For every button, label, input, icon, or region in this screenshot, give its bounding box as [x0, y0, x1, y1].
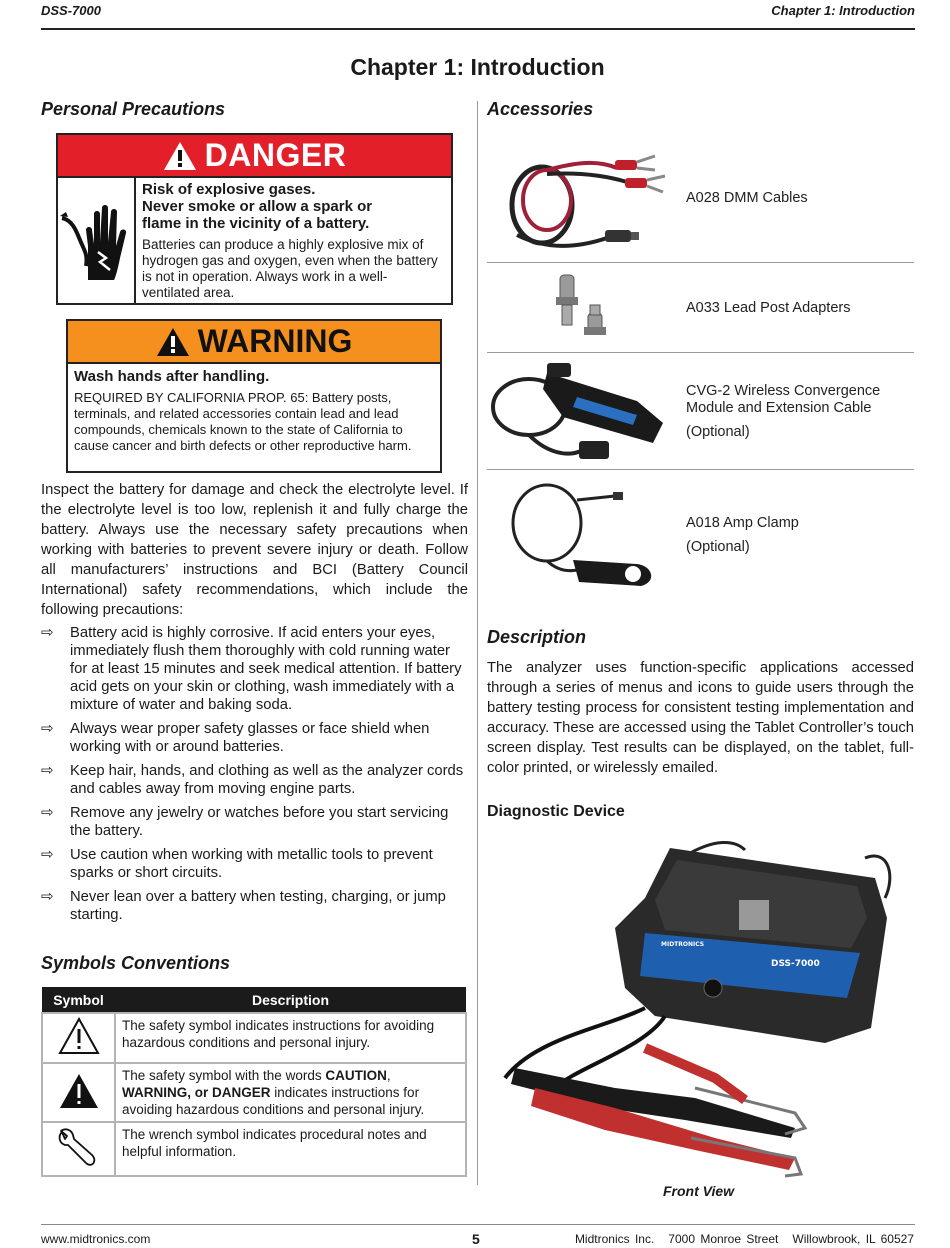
running-header-product: DSS-7000: [41, 3, 101, 18]
symbol-description: The safety symbol with the words CAUTION, WARNING, or DANGER indicates instructions for avoiding hazardous conditions and personal injury.: [115, 1063, 466, 1122]
accessory-note: (Optional): [686, 424, 750, 440]
footer-street: 7000 Monroe Street: [668, 1232, 779, 1246]
accessory-name: A028 DMM Cables: [686, 190, 808, 206]
description-paragraph: The analyzer uses function-specific applications accessed through a series of menus and icons to guide users through the battery testing process for consistent testing implementation and accuracy. These are accessed using the Tablet Controller’s touch screen display. Test results can be displayed, on the tablet, full-color printed, or wirelessly emailed.: [487, 660, 914, 776]
dss7000-device-image: [495, 838, 905, 1178]
list-item: ⇨ Remove any jewelry or watches before you start servicing the battery.: [41, 804, 449, 839]
danger-bold-line: Risk of explosive gases.: [142, 181, 316, 198]
footer-city: Willowbrook, IL 60527: [792, 1232, 914, 1246]
description-heading: Description: [487, 627, 587, 647]
footer-website: www.midtronics.com: [41, 1232, 151, 1246]
diagnostic-device-heading: Diagnostic Device: [487, 803, 625, 820]
list-item: ⇨ Never lean over a battery when testing, charging, or jump starting.: [41, 888, 446, 923]
symbol-description: The wrench symbol indicates procedural notes and helpful information.: [115, 1122, 466, 1176]
arrow-right-icon: ⇨: [41, 804, 54, 821]
wrench-icon: [56, 1126, 102, 1168]
arrow-right-icon: ⇨: [41, 762, 54, 779]
danger-bold-line: flame in the vicinity of a battery.: [142, 215, 370, 232]
explosion-hand-icon: [58, 178, 136, 303]
danger-header: [58, 135, 451, 178]
page-number: 5: [472, 1231, 480, 1247]
caution-triangle-filled-icon: [59, 1072, 99, 1110]
list-item: ⇨ Always wear proper safety glasses or face shield when working with or around batteries.: [41, 720, 430, 755]
symbols-table: [41, 987, 467, 1177]
arrow-right-icon: ⇨: [41, 888, 54, 905]
precautions-list: [41, 624, 468, 930]
arrow-right-icon: ⇨: [41, 846, 54, 863]
footer-company: Midtronics Inc.: [574, 1232, 655, 1246]
accessory-item: [487, 353, 914, 469]
accessory-item: [487, 130, 914, 262]
personal-precautions-heading: Personal Precautions: [41, 99, 226, 119]
accessory-name: A018 Amp Clamp: [686, 515, 799, 531]
alert-triangle-icon: [163, 141, 197, 171]
danger-text: Batteries can produce a highly explosive mix of hydrogen gas and oxygen, even when the battery is not in operation. Always work in a well-ventilated area.: [142, 237, 438, 300]
device-model-text: DSS-7000: [771, 959, 820, 969]
danger-bold-line: Never smoke or allow a spark or: [142, 198, 373, 215]
device-caption: Front View: [663, 1183, 735, 1199]
accessory-note: (Optional): [686, 539, 750, 555]
column-divider: [477, 101, 478, 1185]
dmm-cables-image: [487, 140, 677, 255]
caution-triangle-outline-icon: [58, 1017, 100, 1055]
arrow-right-icon: ⇨: [41, 720, 54, 737]
accessory-item: [487, 263, 914, 352]
warning-text: REQUIRED BY CALIFORNIA PROP. 65: Battery posts, terminals, and related accessories contain lead and lead compounds, chemicals known to the state of California to cause cancer and birth defects or other reproductive harm.: [74, 390, 412, 453]
warning-word: WARNING: [197, 323, 353, 359]
footer-address: [575, 1232, 914, 1246]
device-brand-text: MIDTRONICS: [661, 941, 705, 948]
table-row: [42, 1122, 466, 1176]
accessory-name: A033 Lead Post Adapters: [686, 300, 851, 316]
arrow-right-icon: ⇨: [41, 624, 54, 641]
danger-label: [56, 133, 453, 305]
running-header-chapter: Chapter 1: Introduction: [771, 3, 915, 18]
cvg2-module-image: [487, 357, 677, 465]
symbols-conventions-heading: Symbols Conventions: [41, 953, 231, 973]
table-header: Symbol: [42, 987, 115, 1013]
accessory-item: [487, 470, 914, 600]
warning-label: [66, 319, 442, 473]
symbol-description: The safety symbol indicates instructions for avoiding hazardous conditions and personal injury.: [115, 1013, 466, 1063]
accessory-name: CVG-2 Wireless Convergence Module and Extension Cable: [686, 383, 881, 416]
list-item: ⇨ Keep hair, hands, and clothing as well as the analyzer cords and cables away from moving engine parts.: [41, 762, 464, 797]
list-item: ⇨ Battery acid is highly corrosive. If acid enters your eyes, immediately flush them thoroughly with cold running water for at least 15 minutes and seek medical attention. If battery acid gets on your skin or clothing, wash immediately with a mixture of water and baking soda.: [41, 624, 462, 713]
table-header: Description: [115, 987, 466, 1013]
header-rule: [41, 28, 915, 30]
footer-rule: [41, 1224, 915, 1225]
table-row: [42, 1013, 466, 1063]
warning-bold: Wash hands after handling.: [74, 368, 270, 385]
lead-post-adapters-image: [542, 267, 622, 347]
alert-triangle-icon: [156, 327, 190, 357]
amp-clamp-image: [487, 478, 677, 593]
list-item: ⇨ Use caution when working with metallic tools to prevent sparks or short circuits.: [41, 846, 433, 881]
accessories-heading: Accessories: [487, 99, 594, 119]
chapter-title: Chapter 1: Introduction: [350, 54, 605, 80]
danger-word: DANGER: [204, 137, 347, 173]
inspection-paragraph: Inspect the battery for damage and check the electrolyte level. If the electrolyte level is too low, replenish it and fully charge the battery. Always use the necessary safety precautions when working with batteries to prevent severe injury or death. Follow all manufacturers’ instructions and BCI (Battery Council International) safety recommendations, which include the following precautions:: [41, 482, 468, 618]
warning-header: [68, 321, 440, 364]
table-row: [42, 1063, 466, 1122]
